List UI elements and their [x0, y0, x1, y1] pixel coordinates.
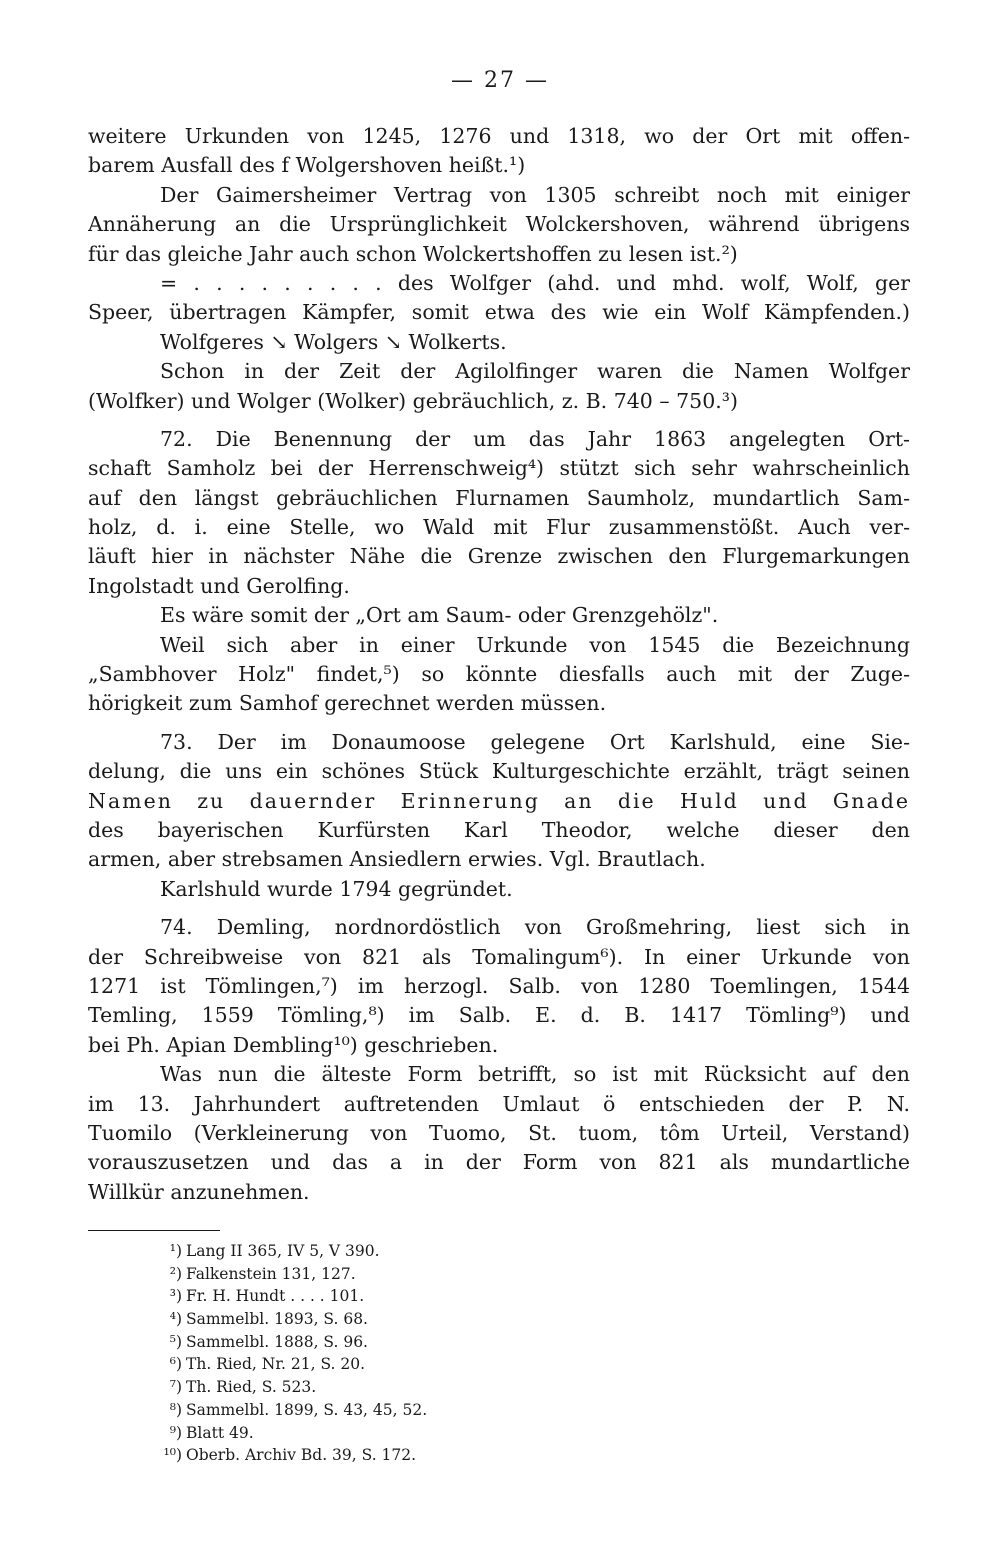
text-line: Willkür anzunehmen. [88, 1179, 310, 1204]
text-line: des bayerischen Kurfürsten Karl Theodor, welche dieser den [88, 817, 910, 842]
footnote [148, 1353, 648, 1376]
footnote-text: Th. Ried, S. 523. [186, 1378, 317, 1397]
footnote-mark: ⁴) [169, 1310, 182, 1329]
footnote-text: Lang II 365, IV 5, V 390. [186, 1242, 380, 1260]
footnote-mark: ⁸) [169, 1400, 182, 1419]
footnote-text: Oberb. Archiv Bd. 39, S. 172. [186, 1446, 417, 1465]
footnote [148, 1285, 648, 1308]
text-line: Es wäre somit der „Ort am Saum- oder Grenzgehölz". [160, 603, 719, 628]
text-line: 74. Demling, nordnordöstlich von Großmehring, liest sich in [160, 915, 910, 940]
text-line: hörigkeit zum Samhof gerechnet werden müssen. [88, 691, 607, 716]
footnote-mark: ³) [169, 1287, 182, 1306]
footnote [148, 1331, 648, 1354]
footnote-text: Sammelbl. 1888, S. 96. [186, 1332, 368, 1351]
text-line: Karlshuld wurde 1794 gegründet. [160, 876, 513, 901]
text-line: vorauszusetzen und das a in der Form von 821 als mundartliche [88, 1150, 910, 1175]
text-line: 1271 ist Tömlingen,⁷) im herzogl. Salb. von 1280 Toemlingen, 1544 [88, 973, 910, 998]
footnote-mark: ⁵) [169, 1332, 182, 1351]
footnote-text: Sammelbl. 1893, S. 68. [186, 1310, 368, 1329]
footnote-mark: ²) [169, 1264, 182, 1283]
footnote-text: Blatt 49. [186, 1423, 254, 1442]
text-line: 72. Die Benennung der um das Jahr 1863 angelegten Ort- [160, 426, 910, 451]
footnote-mark: ¹⁰) [163, 1446, 182, 1465]
text-line: (Wolfker) und Wolger (Wolker) gebräuchlich, z. B. 740 – 750.³) [88, 388, 738, 413]
text-line: barem Ausfall des f Wolgershoven heißt.¹) [88, 153, 526, 178]
footnote [148, 1263, 648, 1286]
footnote-text: Th. Ried, Nr. 21, S. 20. [186, 1355, 366, 1374]
footnote-mark: ⁹) [169, 1423, 182, 1442]
footnote-text: Fr. H. Hundt . . . . 101. [186, 1287, 365, 1306]
footnote [148, 1376, 648, 1399]
footnotes [148, 1240, 648, 1467]
footnote [148, 1422, 648, 1445]
text-line: für das gleiche Jahr auch schon Wolckertshoffen zu lesen ist.²) [88, 241, 738, 266]
footnote-text: Sammelbl. 1899, S. 43, 45, 52. [186, 1400, 428, 1419]
footnote-divider [88, 1230, 220, 1231]
text-line: delung, die uns ein schönes Stück Kulturgeschichte erzählt, trägt seinen [88, 759, 910, 784]
text-line: holz, d. i. eine Stelle, wo Wald mit Flur zusammenstößt. Auch ver- [88, 515, 910, 540]
text-line: im 13. Jahrhundert auftretenden Umlaut ö entschieden der P. N. [88, 1091, 910, 1116]
text-line: Tuomilo (Verkleinerung von Tuomo, St. tuom, tôm Urteil, Verstand) [88, 1120, 910, 1145]
footnote [148, 1444, 648, 1467]
text-line: Speer, übertragen Kämpfer, somit etwa des wie ein Wolf Kämpfenden.) [88, 300, 910, 325]
text-line: 73. Der im Donaumoose gelegene Ort Karlshuld, eine Sie- [160, 729, 910, 754]
text-line: Was nun die älteste Form betrifft, so ist mit Rücksicht auf den [160, 1062, 910, 1087]
text-line: läuft hier in nächster Nähe die Grenze zwischen den Flurgemarkungen [88, 544, 910, 569]
footnote-mark: ⁶) [169, 1355, 182, 1374]
footnote-text: Falkenstein 131, 127. [186, 1264, 356, 1283]
text-line: Wolfgeres ↘ Wolgers ↘ Wolkerts. [160, 329, 507, 354]
text-line: Ingolstadt und Gerolfing. [88, 573, 350, 598]
text-line: weitere Urkunden von 1245, 1276 und 1318, wo der Ort mit offen- [88, 124, 910, 148]
page-number: — 27 — [451, 68, 549, 93]
text-line: Schon in der Zeit der Agilolfinger waren die Namen Wolfger [160, 359, 910, 384]
footnote [148, 1308, 648, 1331]
footnote [148, 1240, 648, 1263]
text-line: Weil sich aber in einer Urkunde von 1545 die Bezeichnung [160, 632, 910, 657]
text-line: „Sambhover Holz" findet,⁵) so könnte diesfalls auch mit der Zuge- [88, 662, 910, 687]
footnote-mark: ¹) [169, 1242, 182, 1260]
footnote [148, 1399, 648, 1422]
text-line: auf den längst gebräuchlichen Flurnamen Saumholz, mundartlich Sam- [88, 485, 910, 510]
text-line: armen, aber strebsamen Ansiedlern erwies. Vgl. Brautlach. [88, 847, 706, 872]
text-line: bei Ph. Apian Dembling¹⁰) geschrieben. [88, 1032, 499, 1057]
text-line: Annäherung an die Ursprünglichkeit Wolckershoven, während übrigens [88, 212, 910, 237]
text-line: Der Gaimersheimer Vertrag von 1305 schreibt noch mit einiger [160, 182, 910, 207]
text-line: Temling, 1559 Tömling,⁸) im Salb. E. d. B. 1417 Tömling⁹) und [88, 1003, 910, 1028]
text-line: = . . . . . . . . . des Wolfger (ahd. und mhd. wolf, Wolf, ger [160, 270, 910, 295]
main-text [88, 122, 910, 1207]
text-line: Namen zu dauernder Erinnerung an die Huld und Gnade [88, 788, 910, 813]
text-line: schaft Samholz bei der Herrenschweig⁴) stützt sich sehr wahrscheinlich [88, 456, 910, 481]
text-line: der Schreibweise von 821 als Tomalingum⁶). In einer Urkunde von [88, 944, 910, 969]
footnote-mark: ⁷) [169, 1378, 182, 1397]
